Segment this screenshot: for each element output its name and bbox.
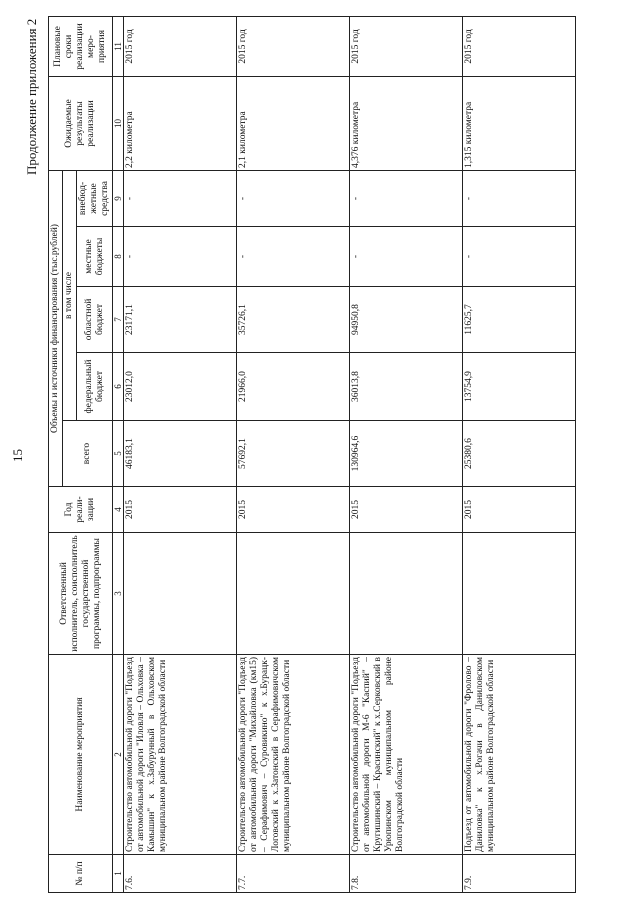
row-result: 2,2 километра xyxy=(124,76,237,170)
row-federal: 36013,8 xyxy=(350,353,463,421)
header-local: местные бюджеты xyxy=(77,227,113,287)
row-regional: 11625,7 xyxy=(463,287,576,353)
continuation-label: Продолжение приложения 2 xyxy=(24,18,39,175)
table-row xyxy=(463,16,576,892)
row-deadline: 2015 год xyxy=(350,16,463,76)
row-extrabudget: - xyxy=(350,170,463,226)
header-executor: Ответственный исполнитель, соисполнитель государственной программы, подпрограммы xyxy=(49,533,113,655)
row-local: - xyxy=(463,227,576,287)
row-executor xyxy=(463,533,576,655)
row-extrabudget: - xyxy=(463,170,576,226)
column-number: 2 xyxy=(113,655,124,855)
column-number: 5 xyxy=(113,421,124,487)
column-number: 1 xyxy=(113,855,124,893)
row-local: - xyxy=(237,227,350,287)
row-name: Подъезд от автомобильной дороги "Фролово – Даниловка" к х.Рогачи в Даниловском муниципальном районе Волгоградской области xyxy=(463,655,576,855)
row-executor xyxy=(350,533,463,655)
column-number: 6 xyxy=(113,353,124,421)
header-deadlines: Плановые сроки реализации меро-приятия xyxy=(49,16,113,76)
header-funding-group: Объемы и источники финансирования (тыс.рублей) xyxy=(49,170,63,486)
table-row xyxy=(237,16,350,892)
column-number: 8 xyxy=(113,227,124,287)
column-number: 4 xyxy=(113,487,124,533)
row-deadline: 2015 год xyxy=(124,16,237,76)
row-result: 2,1 километра xyxy=(237,76,350,170)
column-number: 10 xyxy=(113,76,124,170)
header-extrabudget: внебюд-жетные средства xyxy=(77,170,113,226)
row-year: 2015 xyxy=(350,487,463,533)
page-number: 15 xyxy=(10,449,25,462)
row-extrabudget: - xyxy=(124,170,237,226)
row-regional: 94950,8 xyxy=(350,287,463,353)
row-year: 2015 xyxy=(237,487,350,533)
column-number: 11 xyxy=(113,16,124,76)
header-regional: областной бюджет xyxy=(77,287,113,353)
row-num: 7.8. xyxy=(350,855,463,893)
row-name: Строительство автомобильной дороги "Подъезд от автомобильной дороги "Михайловка (км15) – Серафимович – Суровикино" к х.Бурацк-Логовский к х.Затонский в Серафимовичском муниципальном районе Волгоградской области xyxy=(237,655,350,855)
funding-table xyxy=(48,16,576,893)
row-deadline: 2015 год xyxy=(463,16,576,76)
row-regional: 35726,1 xyxy=(237,287,350,353)
row-result: 1,315 километра xyxy=(463,76,576,170)
header-federal: федеральный бюджет xyxy=(77,353,113,421)
row-result: 4,376 километра xyxy=(350,76,463,170)
column-number: 7 xyxy=(113,287,124,353)
row-federal: 13754,9 xyxy=(463,353,576,421)
row-local: - xyxy=(350,227,463,287)
row-local: - xyxy=(124,227,237,287)
row-total: 57692,1 xyxy=(237,421,350,487)
header-num: № п/п xyxy=(49,855,113,893)
column-number: 3 xyxy=(113,533,124,655)
row-num: 7.6. xyxy=(124,855,237,893)
row-regional: 23171,1 xyxy=(124,287,237,353)
header-total: всего xyxy=(63,421,113,487)
column-number: 9 xyxy=(113,170,124,226)
column-number-row xyxy=(113,16,124,892)
row-total: 46183,1 xyxy=(124,421,237,487)
row-name: Строительство автомобильной дороги "Подъезд от автомобильной дороги "Иловля – Ольховка – Камышин" к х.Забурунный в Ольховском муниципальном районе Волгоградской области xyxy=(124,655,237,855)
row-name: Строительство автомобильной дороги "Подъезд от автомобильной дороги М-6 "Каспий" – Кругишинский – Красинский" к х.Серковский в Урюпинском муниципальном районе Волгоградской области xyxy=(350,655,463,855)
table-row xyxy=(350,16,463,892)
row-extrabudget: - xyxy=(237,170,350,226)
header-name: Наименование мероприятия xyxy=(49,655,113,855)
row-deadline: 2015 год xyxy=(237,16,350,76)
row-executor xyxy=(237,533,350,655)
row-num: 7.7. xyxy=(237,855,350,893)
header-results: Ожидаемые результаты реализации xyxy=(49,76,113,170)
row-total: 130964,6 xyxy=(350,421,463,487)
row-num: 7.9. xyxy=(463,855,576,893)
row-year: 2015 xyxy=(124,487,237,533)
row-year: 2015 xyxy=(463,487,576,533)
row-total: 25380,6 xyxy=(463,421,576,487)
row-executor xyxy=(124,533,237,655)
row-federal: 23012,0 xyxy=(124,353,237,421)
header-row-1 xyxy=(49,16,63,892)
header-year: Год реали-зации xyxy=(49,487,113,533)
row-federal: 21966,0 xyxy=(237,353,350,421)
table-row xyxy=(124,16,237,892)
header-including: в том числе xyxy=(63,170,77,420)
